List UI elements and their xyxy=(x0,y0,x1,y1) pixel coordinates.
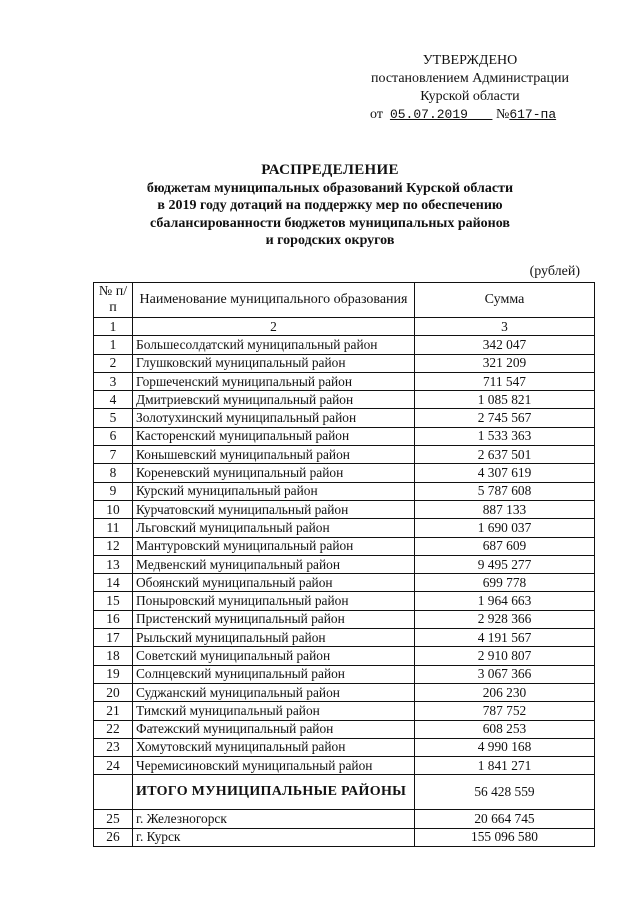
row-sum: 711 547 xyxy=(415,372,595,390)
table-row xyxy=(94,391,595,409)
row-sum: 887 133 xyxy=(415,500,595,518)
approval-date: 05.07.2019 xyxy=(389,107,468,122)
row-num xyxy=(94,775,133,810)
approval-date-line xyxy=(350,106,590,124)
row-num: 10 xyxy=(94,500,133,518)
approval-number: 617-па xyxy=(509,107,557,122)
row-sum: 608 253 xyxy=(415,720,595,738)
row-sum: 1 690 037 xyxy=(415,519,595,537)
index-col-3: 3 xyxy=(415,318,595,336)
row-sum: 206 230 xyxy=(415,683,595,701)
row-sum: 9 495 277 xyxy=(415,555,595,573)
row-num: 16 xyxy=(94,610,133,628)
document-title xyxy=(100,162,560,250)
table-row xyxy=(94,354,595,372)
row-sum: 5 787 608 xyxy=(415,482,595,500)
row-num: 1 xyxy=(94,336,133,354)
table-row xyxy=(94,683,595,701)
row-sum: 20 664 745 xyxy=(415,810,595,828)
title-line-1: бюджетам муниципальных образований Курской области xyxy=(146,180,514,196)
row-num: 21 xyxy=(94,702,133,720)
row-name: Рыльский муниципальный район xyxy=(133,629,415,647)
approval-line-2: Курской области xyxy=(420,89,520,104)
row-name: Тимский муниципальный район xyxy=(133,702,415,720)
row-name: Пристенский муниципальный район xyxy=(133,610,415,628)
row-num: 3 xyxy=(94,372,133,390)
table-row xyxy=(94,537,595,555)
row-name: Золотухинский муниципальный район xyxy=(133,409,415,427)
row-num: 25 xyxy=(94,810,133,828)
row-num: 5 xyxy=(94,409,133,427)
row-name: Горшеченский муниципальный район xyxy=(133,372,415,390)
table-row xyxy=(94,500,595,518)
row-num: 20 xyxy=(94,683,133,701)
table-row xyxy=(94,427,595,445)
distribution-table xyxy=(93,282,595,847)
row-name: г. Железногорск xyxy=(133,810,415,828)
row-sum: 787 752 xyxy=(415,702,595,720)
row-num: 8 xyxy=(94,464,133,482)
row-sum: 2 637 501 xyxy=(415,446,595,464)
row-num: 12 xyxy=(94,537,133,555)
row-name: Медвенский муниципальный район xyxy=(133,555,415,573)
table-body xyxy=(94,336,595,847)
row-name: Советский муниципальный район xyxy=(133,647,415,665)
row-name: Глушковский муниципальный район xyxy=(133,354,415,372)
table-row xyxy=(94,464,595,482)
title-line-3: сбалансированности бюджетов муниципальных районов xyxy=(150,215,510,231)
row-num: 9 xyxy=(94,482,133,500)
title-line-4: и городских округов xyxy=(265,233,395,248)
row-sum: 2 928 366 xyxy=(415,610,595,628)
row-sum: 4 191 567 xyxy=(415,629,595,647)
row-name: Кореневский муниципальный район xyxy=(133,464,415,482)
table-row xyxy=(94,574,595,592)
row-name: Хомутовский муниципальный район xyxy=(133,738,415,756)
table-row xyxy=(94,592,595,610)
row-sum: 321 209 xyxy=(415,354,595,372)
row-sum: 699 778 xyxy=(415,574,595,592)
approval-line-1: постановлением Администрации xyxy=(371,71,569,86)
table-index-row xyxy=(94,318,595,336)
table-row xyxy=(94,702,595,720)
table-header-row xyxy=(94,283,595,318)
row-num: 23 xyxy=(94,738,133,756)
header-name: Наименование муниципального образования xyxy=(133,283,415,318)
header-num: № п/п xyxy=(94,283,133,318)
row-sum: 4 307 619 xyxy=(415,464,595,482)
table-row xyxy=(94,446,595,464)
table-row xyxy=(94,738,595,756)
table-row xyxy=(94,519,595,537)
row-sum: 687 609 xyxy=(415,537,595,555)
row-num: 24 xyxy=(94,757,133,775)
row-num: 2 xyxy=(94,354,133,372)
table-row xyxy=(94,336,595,354)
table-row xyxy=(94,828,595,846)
approval-block xyxy=(350,52,590,124)
row-sum: 2 745 567 xyxy=(415,409,595,427)
row-sum: 1 841 271 xyxy=(415,757,595,775)
row-num: 26 xyxy=(94,828,133,846)
approval-heading: УТВЕРЖДЕНО xyxy=(422,53,518,68)
row-num: 6 xyxy=(94,427,133,445)
row-sum: 342 047 xyxy=(415,336,595,354)
row-name: Дмитриевский муниципальный район xyxy=(133,391,415,409)
row-sum: 3 067 366 xyxy=(415,665,595,683)
index-col-1: 1 xyxy=(94,318,133,336)
table-row xyxy=(94,647,595,665)
row-name: Фатежский муниципальный район xyxy=(133,720,415,738)
row-num: 7 xyxy=(94,446,133,464)
approval-date-underline xyxy=(468,107,493,122)
row-sum: 1 533 363 xyxy=(415,427,595,445)
row-name: ИТОГО МУНИЦИПАЛЬНЫЕ РАЙОНЫ xyxy=(133,775,415,810)
approval-number-label: № xyxy=(495,107,510,122)
row-name: Солнцевский муниципальный район xyxy=(133,665,415,683)
row-name: Курский муниципальный район xyxy=(133,482,415,500)
row-num: 17 xyxy=(94,629,133,647)
row-name: Конышевский муниципальный район xyxy=(133,446,415,464)
row-sum: 2 910 807 xyxy=(415,647,595,665)
table-row xyxy=(94,555,595,573)
row-num: 4 xyxy=(94,391,133,409)
table-row xyxy=(94,775,595,810)
row-num: 15 xyxy=(94,592,133,610)
table-row xyxy=(94,629,595,647)
row-num: 14 xyxy=(94,574,133,592)
units-label: (рублей) xyxy=(529,264,580,279)
row-sum: 1 085 821 xyxy=(415,391,595,409)
row-num: 18 xyxy=(94,647,133,665)
row-num: 19 xyxy=(94,665,133,683)
row-num: 13 xyxy=(94,555,133,573)
row-name: г. Курск xyxy=(133,828,415,846)
row-name: Мантуровский муниципальный район xyxy=(133,537,415,555)
table-row xyxy=(94,409,595,427)
title-line-2: в 2019 году дотаций на поддержку мер по обеспечению xyxy=(157,198,503,213)
row-num: 22 xyxy=(94,720,133,738)
row-sum: 1 964 663 xyxy=(415,592,595,610)
row-name: Поныровский муниципальный район xyxy=(133,592,415,610)
row-name: Обоянский муниципальный район xyxy=(133,574,415,592)
row-sum: 4 990 168 xyxy=(415,738,595,756)
row-name: Курчатовский муниципальный район xyxy=(133,500,415,518)
table-row xyxy=(94,810,595,828)
table-row xyxy=(94,610,595,628)
table-row xyxy=(94,720,595,738)
row-sum: 56 428 559 xyxy=(415,775,595,810)
table-row xyxy=(94,482,595,500)
row-sum: 155 096 580 xyxy=(415,828,595,846)
row-name: Черемисиновский муниципальный район xyxy=(133,757,415,775)
approval-from-label: от xyxy=(370,107,383,122)
table-row xyxy=(94,372,595,390)
header-sum: Сумма xyxy=(415,283,595,318)
table-row xyxy=(94,665,595,683)
row-name: Льговский муниципальный район xyxy=(133,519,415,537)
row-name: Касторенский муниципальный район xyxy=(133,427,415,445)
table-row xyxy=(94,757,595,775)
title-main: РАСПРЕДЕЛЕНИЕ xyxy=(261,162,399,178)
row-num: 11 xyxy=(94,519,133,537)
index-col-2: 2 xyxy=(133,318,415,336)
row-name: Суджанский муниципальный район xyxy=(133,683,415,701)
row-name: Большесолдатский муниципальный район xyxy=(133,336,415,354)
